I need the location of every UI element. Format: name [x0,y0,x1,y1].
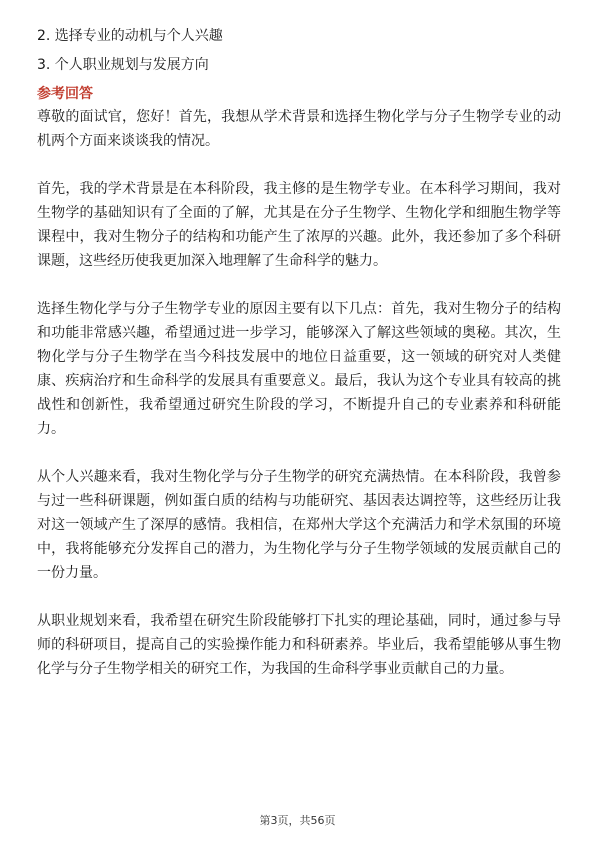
paragraph-major-reasons: 选择生物化学与分子生物学专业的原因主要有以下几点：首先，我对生物分子的结构和功能非常感兴趣，希望通过进一步学习，能够深入了解这些领域的奥秘。其次，生物化学与分子生物学在当今科技发展中的地位日益重要，这一领域的研究对人类健康、疾病治疗和生命科学的发展具有重要意义。最后，我认为这个专业具有较高的挑战性和创新性，我希望通过研究生阶段的学习，不断提升自己的专业素养和科研能力。 [37,301,561,437]
page-content [37,24,561,681]
list-item-career-plan: 3. 个人职业规划与发展方向 [37,57,209,73]
list-item-motivation: 2. 选择专业的动机与个人兴趣 [37,28,223,44]
paragraph-greeting: 尊敬的面试官，您好！首先，我想从学术背景和选择生物化学与分子生物学专业的动机两个方面来谈谈我的情况。 [37,109,561,149]
answer-heading: 参考回答 [37,86,93,102]
page-number-footer: 第3页，共56页 [259,814,336,827]
paragraph-personal-interest: 从个人兴趣来看，我对生物化学与分子生物学的研究充满热情。在本科阶段，我曾参与过一些科研课题，例如蛋白质的结构与功能研究、基因表达调控等，这些经历让我对这一领域产生了深厚的感情。我相信，在郑州大学这个充满活力和学术氛围的环境中，我将能够充分发挥自己的潜力，为生物化学与分子生物学领域的发展贡献自己的一份力量。 [37,469,561,581]
paragraph-career-plan: 从职业规划来看，我希望在研究生阶段能够打下扎实的理论基础，同时，通过参与导师的科研项目，提高自己的实验操作能力和科研素养。毕业后，我希望能够从事生物化学与分子生物学相关的研究工作，为我国的生命科学事业贡献自己的力量。 [37,613,561,677]
paragraph-academic-background: 首先，我的学术背景是在本科阶段，我主修的是生物学专业。在本科学习期间，我对生物学的基础知识有了全面的了解，尤其是在分子生物学、生物化学和细胞生物学等课程中，我对生物分子的结构和功能产生了浓厚的兴趣。此外，我还参加了多个科研课题，这些经历使我更加深入地理解了生命科学的魅力。 [37,181,561,269]
